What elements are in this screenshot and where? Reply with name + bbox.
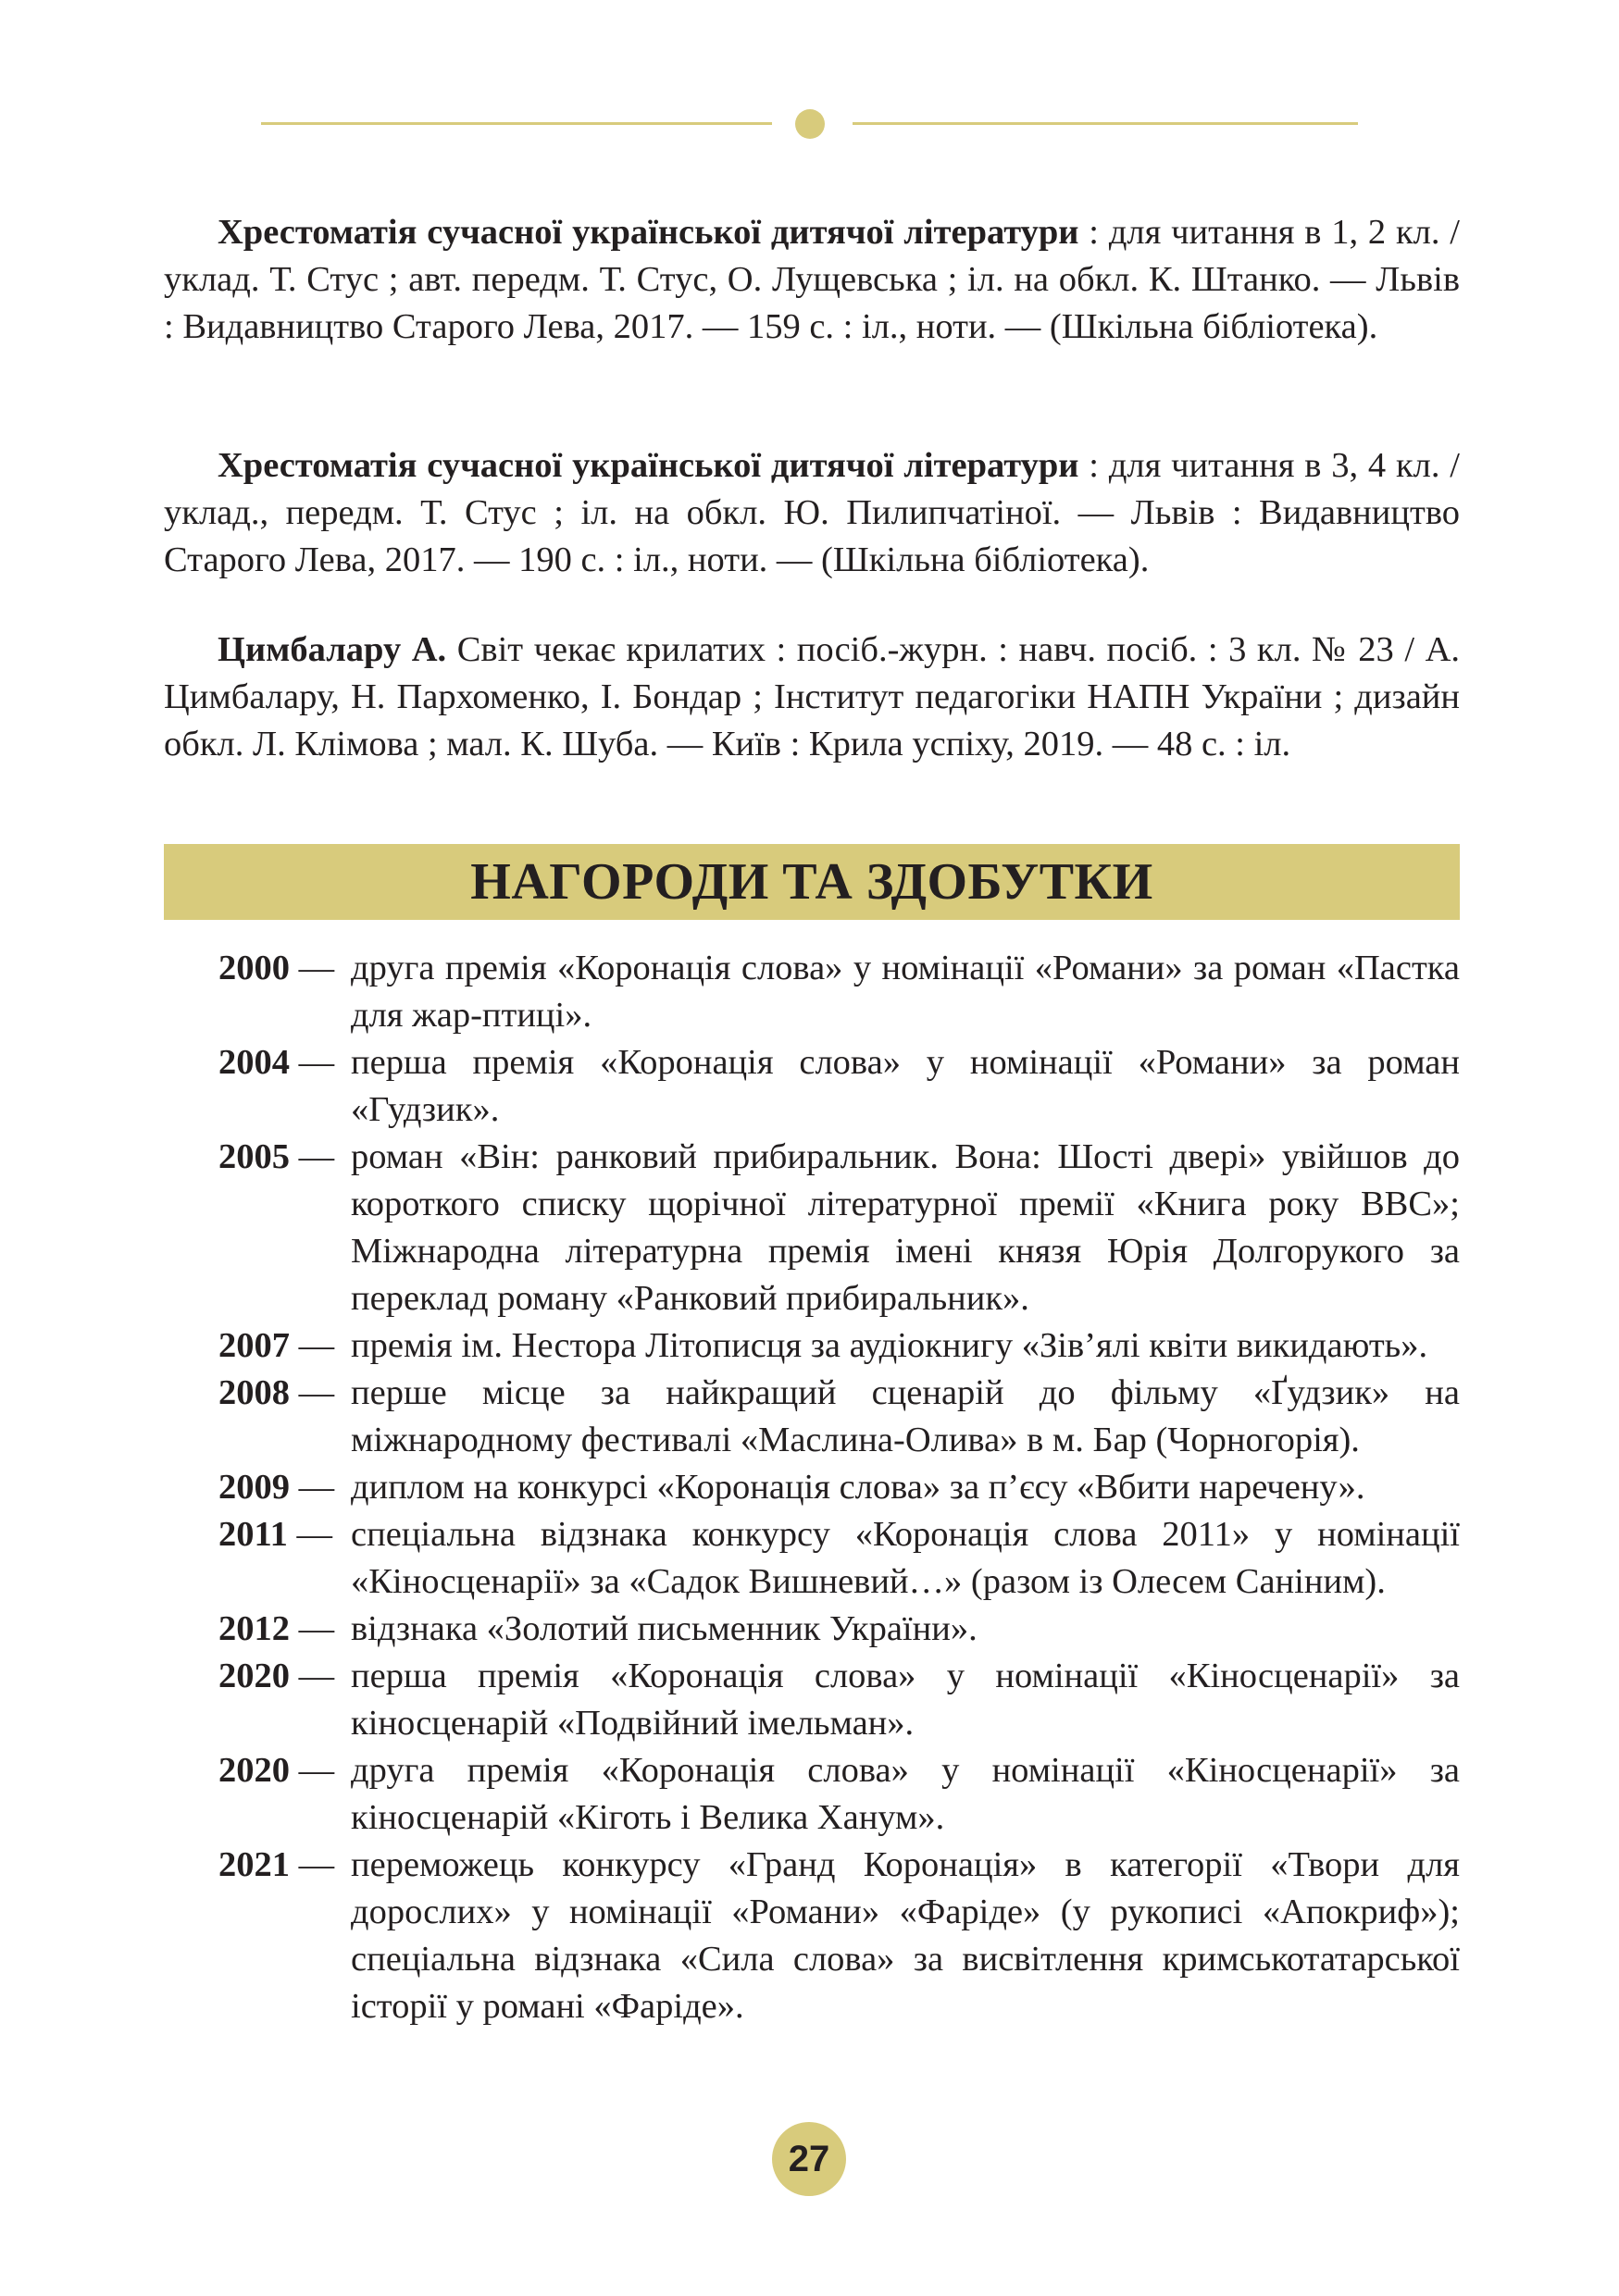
bibliography-details: Світ чекає крилатих : посіб.-журн. : навч. посіб. : 3 кл. № 23 / А. Цимбалару, Н. Пархоменко, І. Бондар ; Інститут педагогіки НАПН України ; дизайн обкл. Л. Клімова ; мал. К. Шуба. — Київ : Крила успіху, 2019. — 48 с. : іл. — [164, 630, 1460, 763]
section-heading-bar — [164, 844, 1460, 920]
award-dash: — — [290, 1657, 335, 1695]
award-year-wrap — [218, 1370, 334, 1417]
bibliography-entry — [164, 209, 1460, 351]
award-dash: — — [287, 1515, 333, 1554]
award-item — [164, 945, 1460, 1039]
bibliography-author: Цимбалару А. — [218, 630, 447, 669]
award-dash: — — [290, 1751, 335, 1790]
page-number-badge — [772, 2122, 846, 2196]
award-dash: — — [290, 949, 335, 987]
award-item — [164, 1842, 1460, 2030]
award-year: 2007 — [218, 1326, 290, 1365]
award-item — [164, 1653, 1460, 1747]
award-year-wrap — [218, 1464, 334, 1511]
award-text: перше місце за найкращий сценарій до фільму «Ґудзик» на міжнародному фестивалі «Маслина-Олива» в м. Бар (Чорногорія). — [351, 1373, 1460, 1459]
award-year: 2021 — [218, 1845, 290, 1884]
award-year: 2009 — [218, 1468, 290, 1507]
award-dash: — — [290, 1468, 335, 1507]
award-text: диплом на конкурсі «Коронація слова» за п’єсу «Вбити наречену». — [351, 1468, 1365, 1507]
award-item — [164, 1134, 1460, 1322]
bibliography-title: Хрестоматія сучасної української дитячої літератури — [218, 446, 1079, 485]
award-year: 2000 — [218, 949, 290, 987]
award-year: 2020 — [218, 1657, 290, 1695]
award-year-wrap — [218, 1606, 334, 1653]
award-text: переможець конкурсу «Гранд Коронація» в категорії «Твори для дорослих» у номінації «Романи» «Фаріде» (у рукописі «Апокриф»); спеціальна відзнака «Сила слова» за висвітлення кримськотатарської історії у романі «Фаріде». — [351, 1845, 1460, 2026]
award-year-wrap — [218, 1842, 334, 1889]
section-heading: НАГОРОДИ ТА ЗДОБУТКИ — [470, 853, 1153, 911]
award-year-wrap — [218, 1134, 334, 1181]
award-year: 2020 — [218, 1751, 290, 1790]
award-year-wrap — [218, 945, 334, 992]
award-year: 2008 — [218, 1373, 290, 1412]
award-year: 2012 — [218, 1609, 290, 1648]
award-year: 2011 — [218, 1515, 288, 1554]
award-dash: — — [290, 1373, 335, 1412]
award-year-wrap — [218, 1039, 334, 1086]
award-item — [164, 1370, 1460, 1464]
award-text: перша премія «Коронація слова» у номінації «Кіносценарії» за кіносценарій «Подвійний імельман». — [351, 1657, 1460, 1743]
bibliography-details: : для читання в 3, 4 кл. / уклад., передм. Т. Стус ; іл. на обкл. Ю. Пилипчатіної. — Львів : Видавництво Старого Лева, 2017. — 190 с. : іл., ноти. — (Шкільна бібліотека). — [164, 446, 1461, 579]
award-dash: — — [290, 1845, 335, 1884]
award-item — [164, 1747, 1460, 1842]
ornament-line-right — [853, 122, 1358, 125]
award-text: премія ім. Нестора Літописця за аудіокнигу «Зів’ялі квіти викидають». — [351, 1326, 1428, 1365]
award-dash: — — [290, 1326, 335, 1365]
award-text: перша премія «Коронація слова» у номінації «Романи» за роман «Гудзик». — [351, 1043, 1460, 1129]
ornament-line-left — [261, 122, 772, 125]
award-year-wrap — [218, 1747, 334, 1794]
award-text: відзнака «Золотий письменник України». — [351, 1609, 978, 1648]
bibliography-details: : для читання в 1, 2 кл. / уклад. Т. Стус ; авт. передм. Т. Стус, О. Лущевська ; іл. на обкл. К. Штанко. — Львів : Видавництво Старого Лева, 2017. — 159 с. : іл., ноти. — (Шкільна бібліотека). — [164, 213, 1461, 346]
award-dash: — — [290, 1043, 335, 1082]
award-text: друга премія «Коронація слова» у номінації «Романи» за роман «Пастка для жар-птиці». — [351, 949, 1460, 1035]
award-dash: — — [290, 1609, 335, 1648]
award-item — [164, 1039, 1460, 1134]
award-item — [164, 1322, 1460, 1370]
award-dash: — — [290, 1137, 335, 1176]
award-item — [164, 1606, 1460, 1653]
ornament-dot — [795, 109, 825, 139]
bibliography-entry — [164, 627, 1460, 768]
award-year-wrap — [218, 1322, 334, 1370]
bibliography-entry — [164, 442, 1460, 584]
award-item — [164, 1464, 1460, 1511]
top-ornament — [0, 109, 1619, 150]
award-text: друга премія «Коронація слова» у номінації «Кіносценарії» за кіносценарій «Кіготь і Велика Ханум». — [351, 1751, 1460, 1837]
page-number: 27 — [788, 2138, 830, 2179]
award-year: 2005 — [218, 1137, 290, 1176]
awards-list — [164, 945, 1460, 2030]
award-year-wrap — [218, 1653, 334, 1700]
award-text: роман «Він: ранковий прибиральник. Вона: Шості двері» увійшов до короткого списку щорічної літературної премії «Книга року ВВС»; Міжнародна літературна премія імені князя Юрія Долгорукого за переклад роману «Ранковий прибиральник». — [351, 1137, 1460, 1318]
bibliography-title: Хрестоматія сучасної української дитячої літератури — [218, 213, 1079, 252]
award-year-wrap — [218, 1511, 332, 1558]
award-text: спеціальна відзнака конкурсу «Коронація слова 2011» у номінації «Кіносценарії» за «Садок Вишневий…» (разом із Олесем Саніним). — [351, 1515, 1460, 1601]
award-year: 2004 — [218, 1043, 290, 1082]
award-item — [164, 1511, 1460, 1606]
